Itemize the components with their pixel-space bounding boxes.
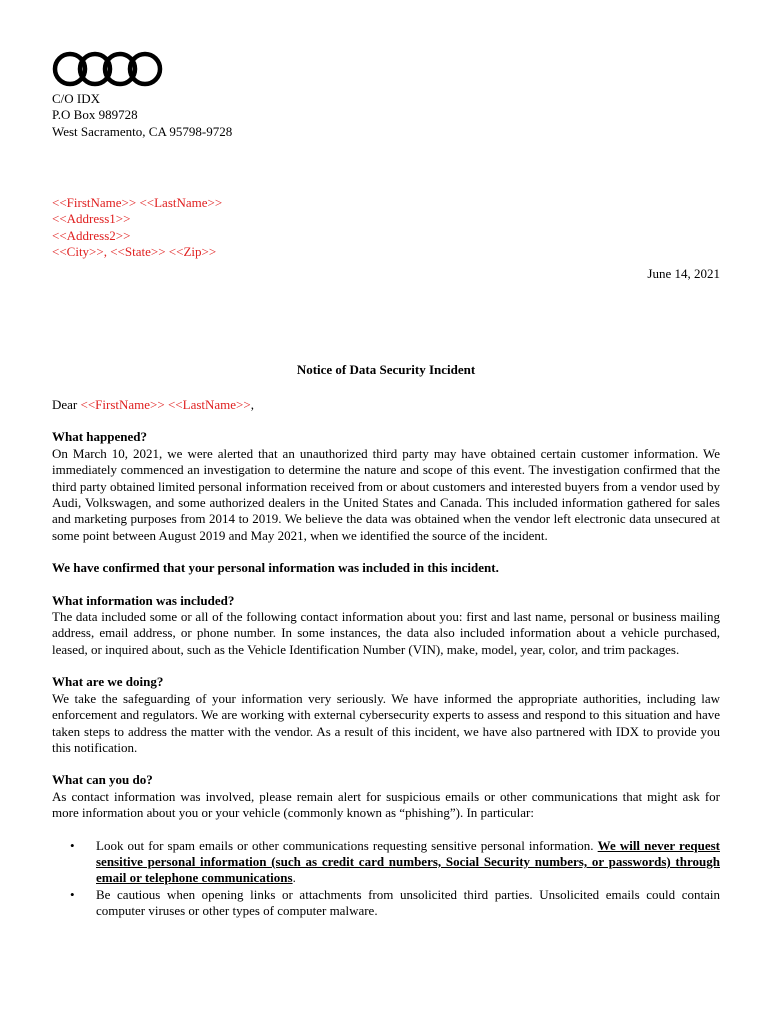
sender-line-2: P.O Box 989728 bbox=[52, 107, 138, 123]
recipient-address2: <<Address2>> bbox=[52, 227, 131, 243]
recipient-city-state-zip: <<City>>, <<State>> <<Zip>> bbox=[52, 244, 217, 260]
what-info-text: The data included some or all of the following contact information about you: first and last name, personal or business mailing address, email address, or phone number. In some instances, the data also included information about a vehicle purchased, leased, or inquired about, such as the Vehicle Identification Number (VIN), make, model, year, color, and trim packages. bbox=[52, 609, 720, 657]
what-doing-heading: What are we doing? bbox=[52, 674, 164, 690]
what-happened-heading: What happened? bbox=[52, 429, 147, 445]
recipient-address bbox=[52, 195, 222, 261]
list-item: • Look out for spam emails or other communications requesting sensitive personal information. We will never request sensitive personal information (such as credit card numbers, Social Security numbers, or passwords) through email or telephone communications. bbox=[70, 837, 720, 886]
what-can-do-heading: What can you do? bbox=[52, 772, 153, 788]
recipient-name: <<FirstName>> <<LastName>> bbox=[52, 195, 223, 210]
recipient-address1: <<Address1>> bbox=[52, 211, 131, 227]
list-item: • Be cautious when opening links or attachments from unsolicited third parties. Unsolicited emails could contain computer viruses or other types of computer malware. bbox=[70, 886, 720, 919]
what-doing-text: We take the safeguarding of your information very seriously. We have informed the appropriate authorities, including law enforcement and regulators. We are working with external cybersecurity experts to assess and respond to this situation and have taken steps to address the matter with the vendor. As a result of this incident, we have also partnered with IDX to provide you this notification. bbox=[52, 690, 720, 755]
letter-title: Notice of Data Security Incident bbox=[296, 362, 476, 377]
confirmed-statement: We have confirmed that your personal information was included in this incident. bbox=[52, 560, 499, 576]
never-request-emphasis: We will never request sensitive personal information (such as credit card numbers, Social Security numbers, or passwords) through email or telephone communications bbox=[96, 837, 720, 886]
bullet-icon: • bbox=[70, 886, 75, 902]
audi-logo bbox=[52, 49, 164, 93]
salutation-name: <<FirstName>> <<LastName>> bbox=[80, 397, 251, 412]
sender-line-3: West Sacramento, CA 95798-9728 bbox=[52, 123, 233, 139]
sender-address bbox=[52, 91, 232, 140]
letter-body bbox=[52, 397, 720, 920]
advice-list bbox=[52, 838, 720, 920]
salutation: Dear <<FirstName>> <<LastName>>, bbox=[52, 397, 254, 412]
what-info-heading: What information was included? bbox=[52, 592, 235, 608]
four-rings-icon bbox=[52, 49, 164, 89]
letter-date: June 14, 2021 bbox=[647, 266, 720, 281]
sender-line-1: C/O IDX bbox=[52, 91, 101, 106]
what-can-do-text: As contact information was involved, please remain alert for suspicious emails or other communications that might ask for more information about you or your vehicle (commonly known as “phishing”). In particular: bbox=[52, 788, 720, 821]
bullet-icon: • bbox=[70, 837, 75, 853]
what-happened-text: On March 10, 2021, we were alerted that an unauthorized third party may have obtained certain customer information. We immediately commenced an investigation to determine the nature and scope of this event. The investigation confirmed that the third party obtained limited personal information received from or about customers and interested buyers from a vendor used by Audi, Volkswagen, and some authorized dealers in the United States and Canada. This included information gathered for sales and marketing purposes from 2014 to 2019. We believe the data was obtained when the vendor left electronic data unsecured at some point between August 2019 and May 2021, when we identified the source of the incident. bbox=[52, 445, 720, 543]
